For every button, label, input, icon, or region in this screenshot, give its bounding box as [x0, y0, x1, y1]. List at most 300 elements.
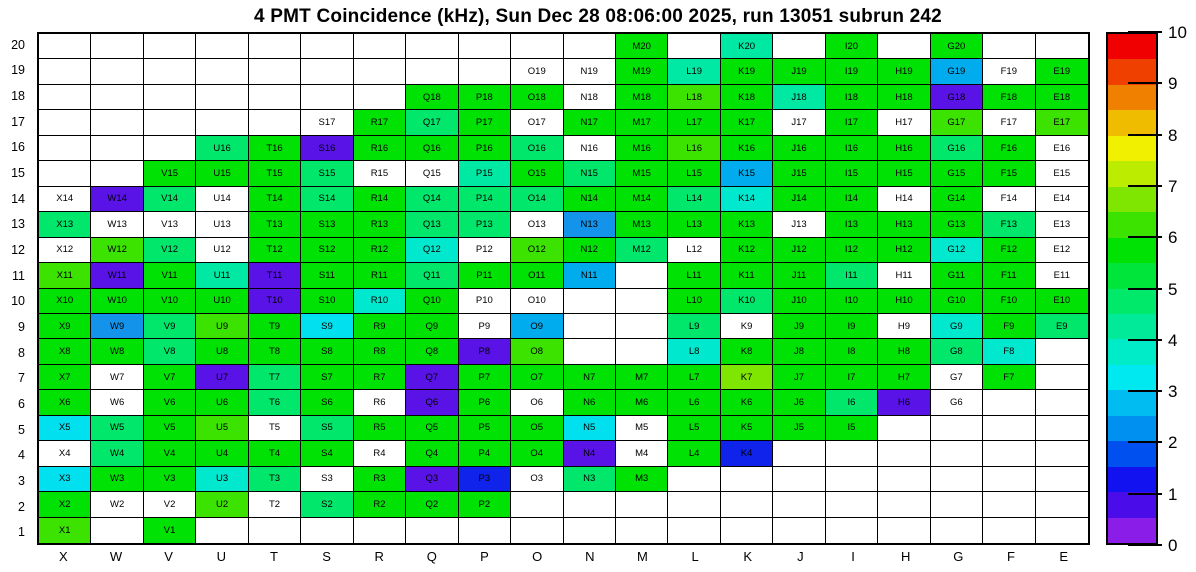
cell-Q11: Q11	[406, 263, 458, 288]
y-axis-label: 12	[11, 243, 25, 258]
cell-Q2: Q2	[406, 492, 458, 517]
empty-cell	[1036, 339, 1088, 364]
cell-T13: T13	[249, 212, 301, 237]
y-axis-label: 5	[18, 422, 25, 437]
empty-cell	[616, 314, 668, 339]
cell-K10: K10	[721, 289, 773, 314]
cell-U2: U2	[196, 492, 248, 517]
cell-I12: I12	[826, 238, 878, 263]
cell-V1: V1	[144, 518, 196, 543]
empty-cell	[1036, 365, 1088, 390]
cell-G20: G20	[931, 34, 983, 59]
cell-G9: G9	[931, 314, 983, 339]
cell-R13: R13	[354, 212, 406, 237]
cell-W14: W14	[91, 187, 143, 212]
cell-E11: E11	[1036, 263, 1088, 288]
heatmap-grid	[37, 32, 1090, 545]
empty-cell	[983, 467, 1035, 492]
cell-U16: U16	[196, 136, 248, 161]
cell-J18: J18	[773, 85, 825, 110]
cell-L10: L10	[668, 289, 720, 314]
empty-cell	[931, 441, 983, 466]
cell-I14: I14	[826, 187, 878, 212]
cell-H17: H17	[878, 110, 930, 135]
cell-S9: S9	[301, 314, 353, 339]
cell-S3: S3	[301, 467, 353, 492]
x-axis-label: K	[743, 549, 753, 564]
empty-cell	[616, 263, 668, 288]
cell-Q10: Q10	[406, 289, 458, 314]
cell-X7: X7	[39, 365, 91, 390]
cell-P7: P7	[459, 365, 511, 390]
cell-T7: T7	[249, 365, 301, 390]
cell-V12: V12	[144, 238, 196, 263]
cell-R7: R7	[354, 365, 406, 390]
cell-F14: F14	[983, 187, 1035, 212]
colorbar-segment	[1108, 314, 1156, 339]
colorbar-tick	[1128, 493, 1162, 495]
cell-E12: E12	[1036, 238, 1088, 263]
y-axis-label: 17	[11, 114, 25, 129]
y-axis-label: 6	[18, 397, 25, 412]
cell-N16: N16	[564, 136, 616, 161]
cell-Q8: Q8	[406, 339, 458, 364]
empty-cell	[616, 492, 668, 517]
empty-cell	[721, 518, 773, 543]
cell-L16: L16	[668, 136, 720, 161]
chart-title: 4 PMT Coincidence (kHz), Sun Dec 28 08:06:00 2025, run 13051 subrun 242	[254, 6, 942, 27]
cell-N15: N15	[564, 161, 616, 186]
empty-cell	[564, 518, 616, 543]
empty-cell	[459, 59, 511, 84]
empty-cell	[1036, 34, 1088, 59]
cell-M17: M17	[616, 110, 668, 135]
empty-cell	[144, 59, 196, 84]
empty-cell	[721, 467, 773, 492]
cell-J7: J7	[773, 365, 825, 390]
cell-G18: G18	[931, 85, 983, 110]
cell-U4: U4	[196, 441, 248, 466]
cell-T8: T8	[249, 339, 301, 364]
cell-F8: F8	[983, 339, 1035, 364]
colorbar-segment	[1108, 441, 1156, 466]
empty-cell	[878, 467, 930, 492]
cell-I10: I10	[826, 289, 878, 314]
empty-cell	[406, 518, 458, 543]
empty-cell	[511, 492, 563, 517]
y-axis-label: 11	[12, 268, 25, 283]
cell-I18: I18	[826, 85, 878, 110]
y-axis-label: 10	[11, 294, 25, 309]
colorbar-tick	[1128, 236, 1162, 238]
cell-E9: E9	[1036, 314, 1088, 339]
cell-N12: N12	[564, 238, 616, 263]
y-axis-label: 20	[11, 37, 25, 52]
colorbar-tick-label: 6	[1168, 228, 1178, 248]
cell-N4: N4	[564, 441, 616, 466]
empty-cell	[301, 518, 353, 543]
cell-Q13: Q13	[406, 212, 458, 237]
cell-P17: P17	[459, 110, 511, 135]
cell-X11: X11	[39, 263, 91, 288]
empty-cell	[91, 59, 143, 84]
colorbar-tick	[1128, 134, 1162, 136]
cell-L14: L14	[668, 187, 720, 212]
cell-T16: T16	[249, 136, 301, 161]
cell-J10: J10	[773, 289, 825, 314]
cell-I16: I16	[826, 136, 878, 161]
empty-cell	[91, 85, 143, 110]
cell-J14: J14	[773, 187, 825, 212]
cell-L11: L11	[668, 263, 720, 288]
x-axis-label: F	[1007, 549, 1015, 564]
empty-cell	[878, 34, 930, 59]
cell-H13: H13	[878, 212, 930, 237]
cell-L9: L9	[668, 314, 720, 339]
empty-cell	[459, 518, 511, 543]
cell-R16: R16	[354, 136, 406, 161]
cell-K9: K9	[721, 314, 773, 339]
empty-cell	[826, 467, 878, 492]
empty-cell	[773, 441, 825, 466]
cell-T15: T15	[249, 161, 301, 186]
cell-S16: S16	[301, 136, 353, 161]
empty-cell	[459, 34, 511, 59]
cell-W7: W7	[91, 365, 143, 390]
cell-I20: I20	[826, 34, 878, 59]
cell-M18: M18	[616, 85, 668, 110]
cell-R14: R14	[354, 187, 406, 212]
cell-T14: T14	[249, 187, 301, 212]
empty-cell	[406, 59, 458, 84]
colorbar-segment	[1108, 492, 1156, 517]
x-axis-label: P	[480, 549, 489, 564]
cell-I5: I5	[826, 416, 878, 441]
cell-K20: K20	[721, 34, 773, 59]
cell-S12: S12	[301, 238, 353, 263]
empty-cell	[249, 518, 301, 543]
cell-H18: H18	[878, 85, 930, 110]
cell-X2: X2	[39, 492, 91, 517]
cell-J6: J6	[773, 390, 825, 415]
cell-I19: I19	[826, 59, 878, 84]
x-axis-label: X	[58, 549, 68, 564]
cell-O13: O13	[511, 212, 563, 237]
cell-R3: R3	[354, 467, 406, 492]
cell-K12: K12	[721, 238, 773, 263]
empty-cell	[983, 34, 1035, 59]
cell-Q15: Q15	[406, 161, 458, 186]
y-axis-label: 15	[11, 166, 25, 181]
x-axis-label: T	[269, 549, 278, 564]
empty-cell	[1036, 390, 1088, 415]
empty-cell	[668, 518, 720, 543]
cell-K15: K15	[721, 161, 773, 186]
cell-O15: O15	[511, 161, 563, 186]
cell-S4: S4	[301, 441, 353, 466]
cell-T5: T5	[249, 416, 301, 441]
cell-S15: S15	[301, 161, 353, 186]
cell-P10: P10	[459, 289, 511, 314]
cell-M6: M6	[616, 390, 668, 415]
y-axis-label: 13	[11, 217, 25, 232]
empty-cell	[1036, 416, 1088, 441]
cell-Q12: Q12	[406, 238, 458, 263]
cell-T2: T2	[249, 492, 301, 517]
colorbar-tick-label: 8	[1168, 125, 1178, 145]
cell-W3: W3	[91, 467, 143, 492]
empty-cell	[406, 34, 458, 59]
cell-E10: E10	[1036, 289, 1088, 314]
cell-H7: H7	[878, 365, 930, 390]
cell-U15: U15	[196, 161, 248, 186]
cell-U9: U9	[196, 314, 248, 339]
empty-cell	[826, 518, 878, 543]
cell-E19: E19	[1036, 59, 1088, 84]
cell-P14: P14	[459, 187, 511, 212]
cell-G8: G8	[931, 339, 983, 364]
cell-O4: O4	[511, 441, 563, 466]
empty-cell	[983, 518, 1035, 543]
cell-I8: I8	[826, 339, 878, 364]
cell-S14: S14	[301, 187, 353, 212]
cell-Q6: Q6	[406, 390, 458, 415]
empty-cell	[878, 416, 930, 441]
cell-K4: K4	[721, 441, 773, 466]
empty-cell	[196, 85, 248, 110]
empty-cell	[196, 34, 248, 59]
cell-Q9: Q9	[406, 314, 458, 339]
cell-V3: V3	[144, 467, 196, 492]
empty-cell	[91, 518, 143, 543]
empty-cell	[39, 34, 91, 59]
cell-N5: N5	[564, 416, 616, 441]
cell-G15: G15	[931, 161, 983, 186]
cell-U6: U6	[196, 390, 248, 415]
colorbar-tick	[1128, 31, 1162, 33]
cell-M4: M4	[616, 441, 668, 466]
colorbar-tick-label: 0	[1168, 536, 1178, 555]
cell-X12: X12	[39, 238, 91, 263]
empty-cell	[668, 467, 720, 492]
x-axis-label: H	[901, 549, 911, 564]
cell-H11: H11	[878, 263, 930, 288]
empty-cell	[564, 289, 616, 314]
cell-M12: M12	[616, 238, 668, 263]
cell-L7: L7	[668, 365, 720, 390]
cell-K6: K6	[721, 390, 773, 415]
cell-P13: P13	[459, 212, 511, 237]
colorbar-segment	[1108, 390, 1156, 415]
cell-P15: P15	[459, 161, 511, 186]
cell-R15: R15	[354, 161, 406, 186]
cell-W5: W5	[91, 416, 143, 441]
empty-cell	[91, 34, 143, 59]
colorbar-tick-label: 9	[1168, 74, 1178, 94]
cell-K5: K5	[721, 416, 773, 441]
cell-T12: T12	[249, 238, 301, 263]
cell-S6: S6	[301, 390, 353, 415]
colorbar-tick-label: 7	[1168, 176, 1178, 196]
cell-V14: V14	[144, 187, 196, 212]
cell-T3: T3	[249, 467, 301, 492]
cell-N14: N14	[564, 187, 616, 212]
cell-F18: F18	[983, 85, 1035, 110]
empty-cell	[931, 492, 983, 517]
cell-K18: K18	[721, 85, 773, 110]
empty-cell	[878, 441, 930, 466]
empty-cell	[564, 314, 616, 339]
cell-V9: V9	[144, 314, 196, 339]
cell-R17: R17	[354, 110, 406, 135]
empty-cell	[196, 59, 248, 84]
cell-E13: E13	[1036, 212, 1088, 237]
cell-P8: P8	[459, 339, 511, 364]
cell-J9: J9	[773, 314, 825, 339]
cell-L13: L13	[668, 212, 720, 237]
cell-I15: I15	[826, 161, 878, 186]
cell-R4: R4	[354, 441, 406, 466]
cell-J11: J11	[773, 263, 825, 288]
cell-S11: S11	[301, 263, 353, 288]
cell-V15: V15	[144, 161, 196, 186]
empty-cell	[301, 85, 353, 110]
cell-V8: V8	[144, 339, 196, 364]
colorbar-tick	[1128, 544, 1162, 546]
y-axis-label: 16	[11, 140, 25, 155]
cell-I17: I17	[826, 110, 878, 135]
cell-H8: H8	[878, 339, 930, 364]
cell-G10: G10	[931, 289, 983, 314]
cell-M19: M19	[616, 59, 668, 84]
cell-N6: N6	[564, 390, 616, 415]
empty-cell	[39, 110, 91, 135]
empty-cell	[983, 441, 1035, 466]
cell-L19: L19	[668, 59, 720, 84]
empty-cell	[616, 289, 668, 314]
cell-N3: N3	[564, 467, 616, 492]
cell-O10: O10	[511, 289, 563, 314]
colorbar-tick	[1128, 185, 1162, 187]
empty-cell	[249, 59, 301, 84]
cell-S7: S7	[301, 365, 353, 390]
cell-N7: N7	[564, 365, 616, 390]
cell-P12: P12	[459, 238, 511, 263]
colorbar-segment	[1108, 161, 1156, 186]
cell-M7: M7	[616, 365, 668, 390]
cell-F15: F15	[983, 161, 1035, 186]
colorbar-tick-label: 2	[1168, 433, 1178, 453]
cell-P5: P5	[459, 416, 511, 441]
colorbar-tick-label: 3	[1168, 382, 1178, 402]
cell-S13: S13	[301, 212, 353, 237]
colorbar-segment	[1108, 59, 1156, 84]
colorbar-segment	[1108, 110, 1156, 135]
cell-K14: K14	[721, 187, 773, 212]
empty-cell	[564, 492, 616, 517]
cell-J19: J19	[773, 59, 825, 84]
cell-H12: H12	[878, 238, 930, 263]
empty-cell	[826, 441, 878, 466]
cell-T11: T11	[249, 263, 301, 288]
empty-cell	[301, 34, 353, 59]
colorbar-segment	[1108, 238, 1156, 263]
colorbar-tick	[1128, 390, 1162, 392]
cell-O8: O8	[511, 339, 563, 364]
cell-E15: E15	[1036, 161, 1088, 186]
cell-I6: I6	[826, 390, 878, 415]
cell-W4: W4	[91, 441, 143, 466]
colorbar-segment	[1108, 416, 1156, 441]
cell-E16: E16	[1036, 136, 1088, 161]
x-axis-label: V	[164, 549, 173, 564]
y-axis-label: 4	[18, 448, 25, 463]
cell-G11: G11	[931, 263, 983, 288]
cell-U3: U3	[196, 467, 248, 492]
empty-cell	[983, 416, 1035, 441]
cell-U14: U14	[196, 187, 248, 212]
cell-I13: I13	[826, 212, 878, 237]
cell-I11: I11	[826, 263, 878, 288]
cell-N11: N11	[564, 263, 616, 288]
empty-cell	[249, 85, 301, 110]
cell-V13: V13	[144, 212, 196, 237]
cell-V6: V6	[144, 390, 196, 415]
empty-cell	[511, 34, 563, 59]
cell-F11: F11	[983, 263, 1035, 288]
empty-cell	[983, 492, 1035, 517]
cell-V4: V4	[144, 441, 196, 466]
colorbar-tick-label: 4	[1168, 330, 1178, 350]
cell-X8: X8	[39, 339, 91, 364]
cell-Q16: Q16	[406, 136, 458, 161]
cell-M3: M3	[616, 467, 668, 492]
empty-cell	[1036, 467, 1088, 492]
empty-cell	[878, 492, 930, 517]
colorbar-segment	[1108, 289, 1156, 314]
cell-U12: U12	[196, 238, 248, 263]
cell-E14: E14	[1036, 187, 1088, 212]
empty-cell	[354, 34, 406, 59]
cell-J15: J15	[773, 161, 825, 186]
x-axis-label: S	[322, 549, 331, 564]
cell-P16: P16	[459, 136, 511, 161]
empty-cell	[196, 518, 248, 543]
colorbar-segment	[1108, 85, 1156, 110]
cell-V7: V7	[144, 365, 196, 390]
cell-J13: J13	[773, 212, 825, 237]
cell-S2: S2	[301, 492, 353, 517]
cell-K13: K13	[721, 212, 773, 237]
cell-P9: P9	[459, 314, 511, 339]
cell-T9: T9	[249, 314, 301, 339]
empty-cell	[196, 110, 248, 135]
colorbar-tick-label: 1	[1168, 484, 1178, 504]
colorbar-segment	[1108, 136, 1156, 161]
cell-O16: O16	[511, 136, 563, 161]
empty-cell	[668, 34, 720, 59]
cell-G7: G7	[931, 365, 983, 390]
cell-K11: K11	[721, 263, 773, 288]
x-axis-label: W	[109, 549, 123, 564]
cell-Q5: Q5	[406, 416, 458, 441]
empty-cell	[773, 467, 825, 492]
cell-M16: M16	[616, 136, 668, 161]
x-axis-label: N	[585, 549, 595, 564]
y-axis-label: 14	[11, 191, 25, 206]
cell-R8: R8	[354, 339, 406, 364]
cell-H9: H9	[878, 314, 930, 339]
